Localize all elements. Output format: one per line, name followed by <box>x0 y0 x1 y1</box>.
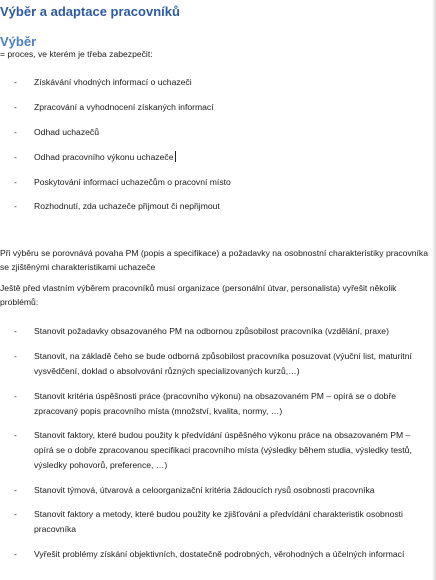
list-item-text: Vyřešit problémy získání objektivních, dostatečně podrobných, věrohodných a účelných informací <box>34 549 405 559</box>
paragraph-problems-intro: Ještě před vlastním výběrem pracovníků musí organizace (personální útvar, personalista) vyřešit několik problémů: <box>0 283 397 307</box>
text-cursor <box>175 151 176 162</box>
list-item-text: Stanovit, na základě čeho se bude odborná způsobilost pracovníka posuzovat (výuční list, maturitní vysvědčení, doklad o absolvování různých specializovaných kurzů,…) <box>34 351 412 376</box>
list-dash: - <box>14 391 17 401</box>
list-item-text: Stanovit kritéria úspěšnosti práce (pracovního výkonu) na obsazovaném PM – opírá se o dobře zpracovaný popis pracovního místa (množství, kvalita, normy, …) <box>34 391 397 416</box>
list-dash: - <box>14 152 17 162</box>
page-edge-shadow <box>432 0 436 580</box>
list-dash: - <box>14 485 17 495</box>
list-item-text: Stanovit požadavky obsazovaného PM na odbornou způsobilost pracovníka (vzdělání, praxe) <box>34 326 389 336</box>
list-item-text: Odhad uchazečů <box>34 127 99 137</box>
list-item-text: Rozhodnutí, zda uchazeče přijmout či nepřijmout <box>34 201 220 211</box>
section-heading: Výběr <box>0 34 37 49</box>
list-dash: - <box>14 430 17 440</box>
paragraph-comparison: Při výběru se porovnává povaha PM (popis a specifikace) a požadavky na osobnostní charakteristiky pracovníka se zjištěnými charakteristikami uchazeče <box>0 248 429 272</box>
list-item-text: Zpracování a vyhodnocení získaných informací <box>34 102 214 112</box>
list-dash: - <box>14 549 17 559</box>
list-dash: - <box>14 102 17 112</box>
list-item-text: Získávání vhodných informací o uchazeči <box>34 77 192 87</box>
list-item-label: Odhad pracovního výkonu uchazeče <box>34 152 174 162</box>
list-dash: - <box>14 326 17 336</box>
list-item-text: Poskytování informací uchazečům o pracovní místo <box>34 177 231 187</box>
list-item-text: Stanovit faktory a metody, které budou použity ke zjišťování a předvídání charakteristik osobnosti pracovníka <box>34 509 403 534</box>
list-dash: - <box>14 77 17 87</box>
list-dash: - <box>14 201 17 211</box>
list-dash: - <box>14 177 17 187</box>
list-dash: - <box>14 127 17 137</box>
list-item-text: Stanovit faktory, které budou použity k předvídání úspěšného výkonu práce na obsazovaném PM – opírá se o dobře zpracovanou specifikaci pracovního místa (výsledky během studia, výsledky testů, výsledky pohovorů, preference, …) <box>34 430 412 470</box>
list-dash: - <box>14 351 17 361</box>
definition-text: = proces, ve kterém je třeba zabezpečit: <box>0 49 153 59</box>
list-item-text: Stanovit týmová, útvarová a celoorganizační kritéria žádoucích rysů osobnosti pracovníka <box>34 485 375 495</box>
list-dash: - <box>14 509 17 519</box>
document-title: Výběr a adaptace pracovníků <box>0 4 180 19</box>
list-item-text <box>34 150 426 165</box>
